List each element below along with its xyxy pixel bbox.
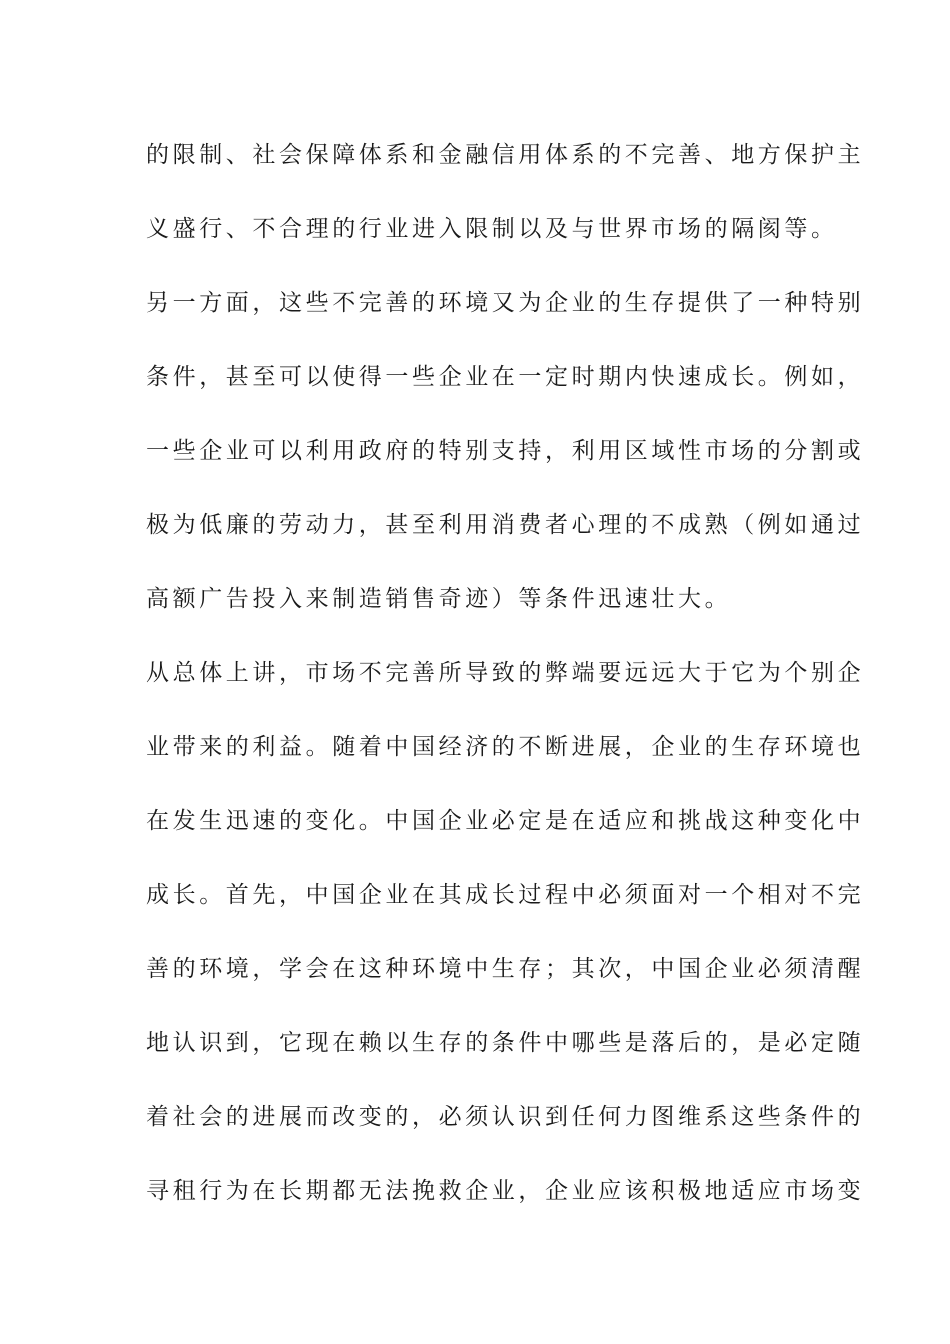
text-line: 的限制、社会保障体系和金融信用体系的不完善、地方保护主	[146, 142, 865, 168]
text-line: 条件，甚至可以使得一些企业在一定时期内快速成长。例如，	[146, 364, 865, 390]
text-line: 成长。首先，中国企业在其成长过程中必须面对一个相对不完	[146, 882, 865, 908]
text-line: 一些企业可以利用政府的特别支持，利用区域性市场的分割或	[146, 438, 865, 464]
body-text	[146, 131, 865, 1241]
text-line: 业带来的利益。随着中国经济的不断进展，企业的生存环境也	[146, 734, 865, 760]
text-line: 极为低廉的劳动力，甚至利用消费者心理的不成熟（例如通过	[146, 512, 865, 538]
text-line: 从总体上讲，市场不完善所导致的弊端要远远大于它为个别企	[146, 660, 865, 686]
text-line: 另一方面，这些不完善的环境又为企业的生存提供了一种特别	[146, 290, 865, 316]
text-line: 义盛行、不合理的行业进入限制以及与世界市场的隔阂等。	[146, 216, 838, 242]
text-line: 高额广告投入来制造销售奇迹）等条件迅速壮大。	[146, 586, 732, 612]
text-line: 在发生迅速的变化。中国企业必定是在适应和挑战这种变化中	[146, 808, 865, 834]
text-line: 寻租行为在长期都无法挽救企业，企业应该积极地适应市场变	[146, 1178, 865, 1204]
text-line: 善的环境，学会在这种环境中生存；其次，中国企业必须清醒	[146, 956, 865, 982]
text-line: 地认识到，它现在赖以生存的条件中哪些是落后的，是必定随	[146, 1030, 865, 1056]
text-line: 着社会的进展而改变的，必须认识到任何力图维系这些条件的	[146, 1104, 865, 1130]
